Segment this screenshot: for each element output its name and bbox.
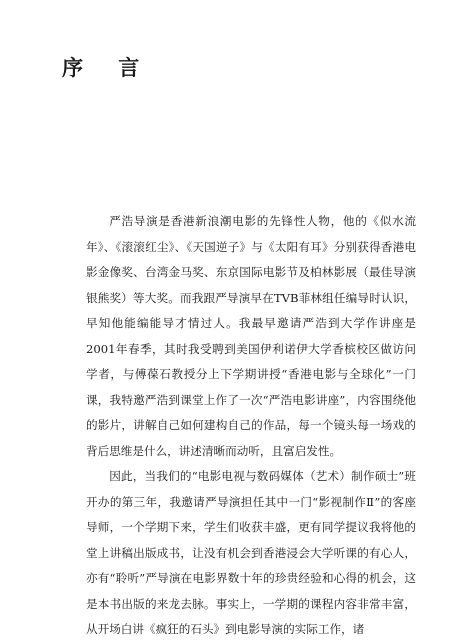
paragraph: 因此，当我们的“电影电视与数码媒体（艺术）制作硕士”班开办的第三年，我邀请严导演担任其中一门“影视制作Ⅱ”的客座导师，一个学期下来，学生们收获丰盛，更有同学提议我将他的堂上讲稿出版成书，让没有机会到香港浸会大学听课的有心人，亦有“聆听”严导演在电影界数十年的珍贵经验和心得的机会，这是本书出版的来龙去脉。事实上，一学期的课程内容非常丰富，从开场白讲《疯狂的石头》到电影导演的实际工作，诸	[86, 469, 416, 636]
preface-body	[86, 209, 416, 643]
chapter-title: 序 言	[62, 55, 154, 80]
paragraph: 严浩导演是香港新浪潮电影的先锋性人物，他的《似水流年》、《滚滚红尘》、《天国逆子》与《太阳有耳》分别获得香港电影金像奖、台湾金马奖、东京国际电影节及柏林影展（最佳导演银熊奖）等大奖。而我跟严导演早在TVB菲林组任编导时认识，早知他能编能导才情过人。我最早邀请严浩到大学作讲座是2001年春季，其时我受聘到美国伊利诺伊大学香槟校区做访问学者，与傅葆石教授分上下学期讲授“香港电影与全球化”一门课，我特邀严浩到课堂上作了一次“严浩电影讲座”，内容围绕他的影片，讲解自己如何建构自己的作品，每一个镜头每一场戏的背后思维是什么，讲述清晰而动听，且富启发性。	[86, 214, 416, 458]
